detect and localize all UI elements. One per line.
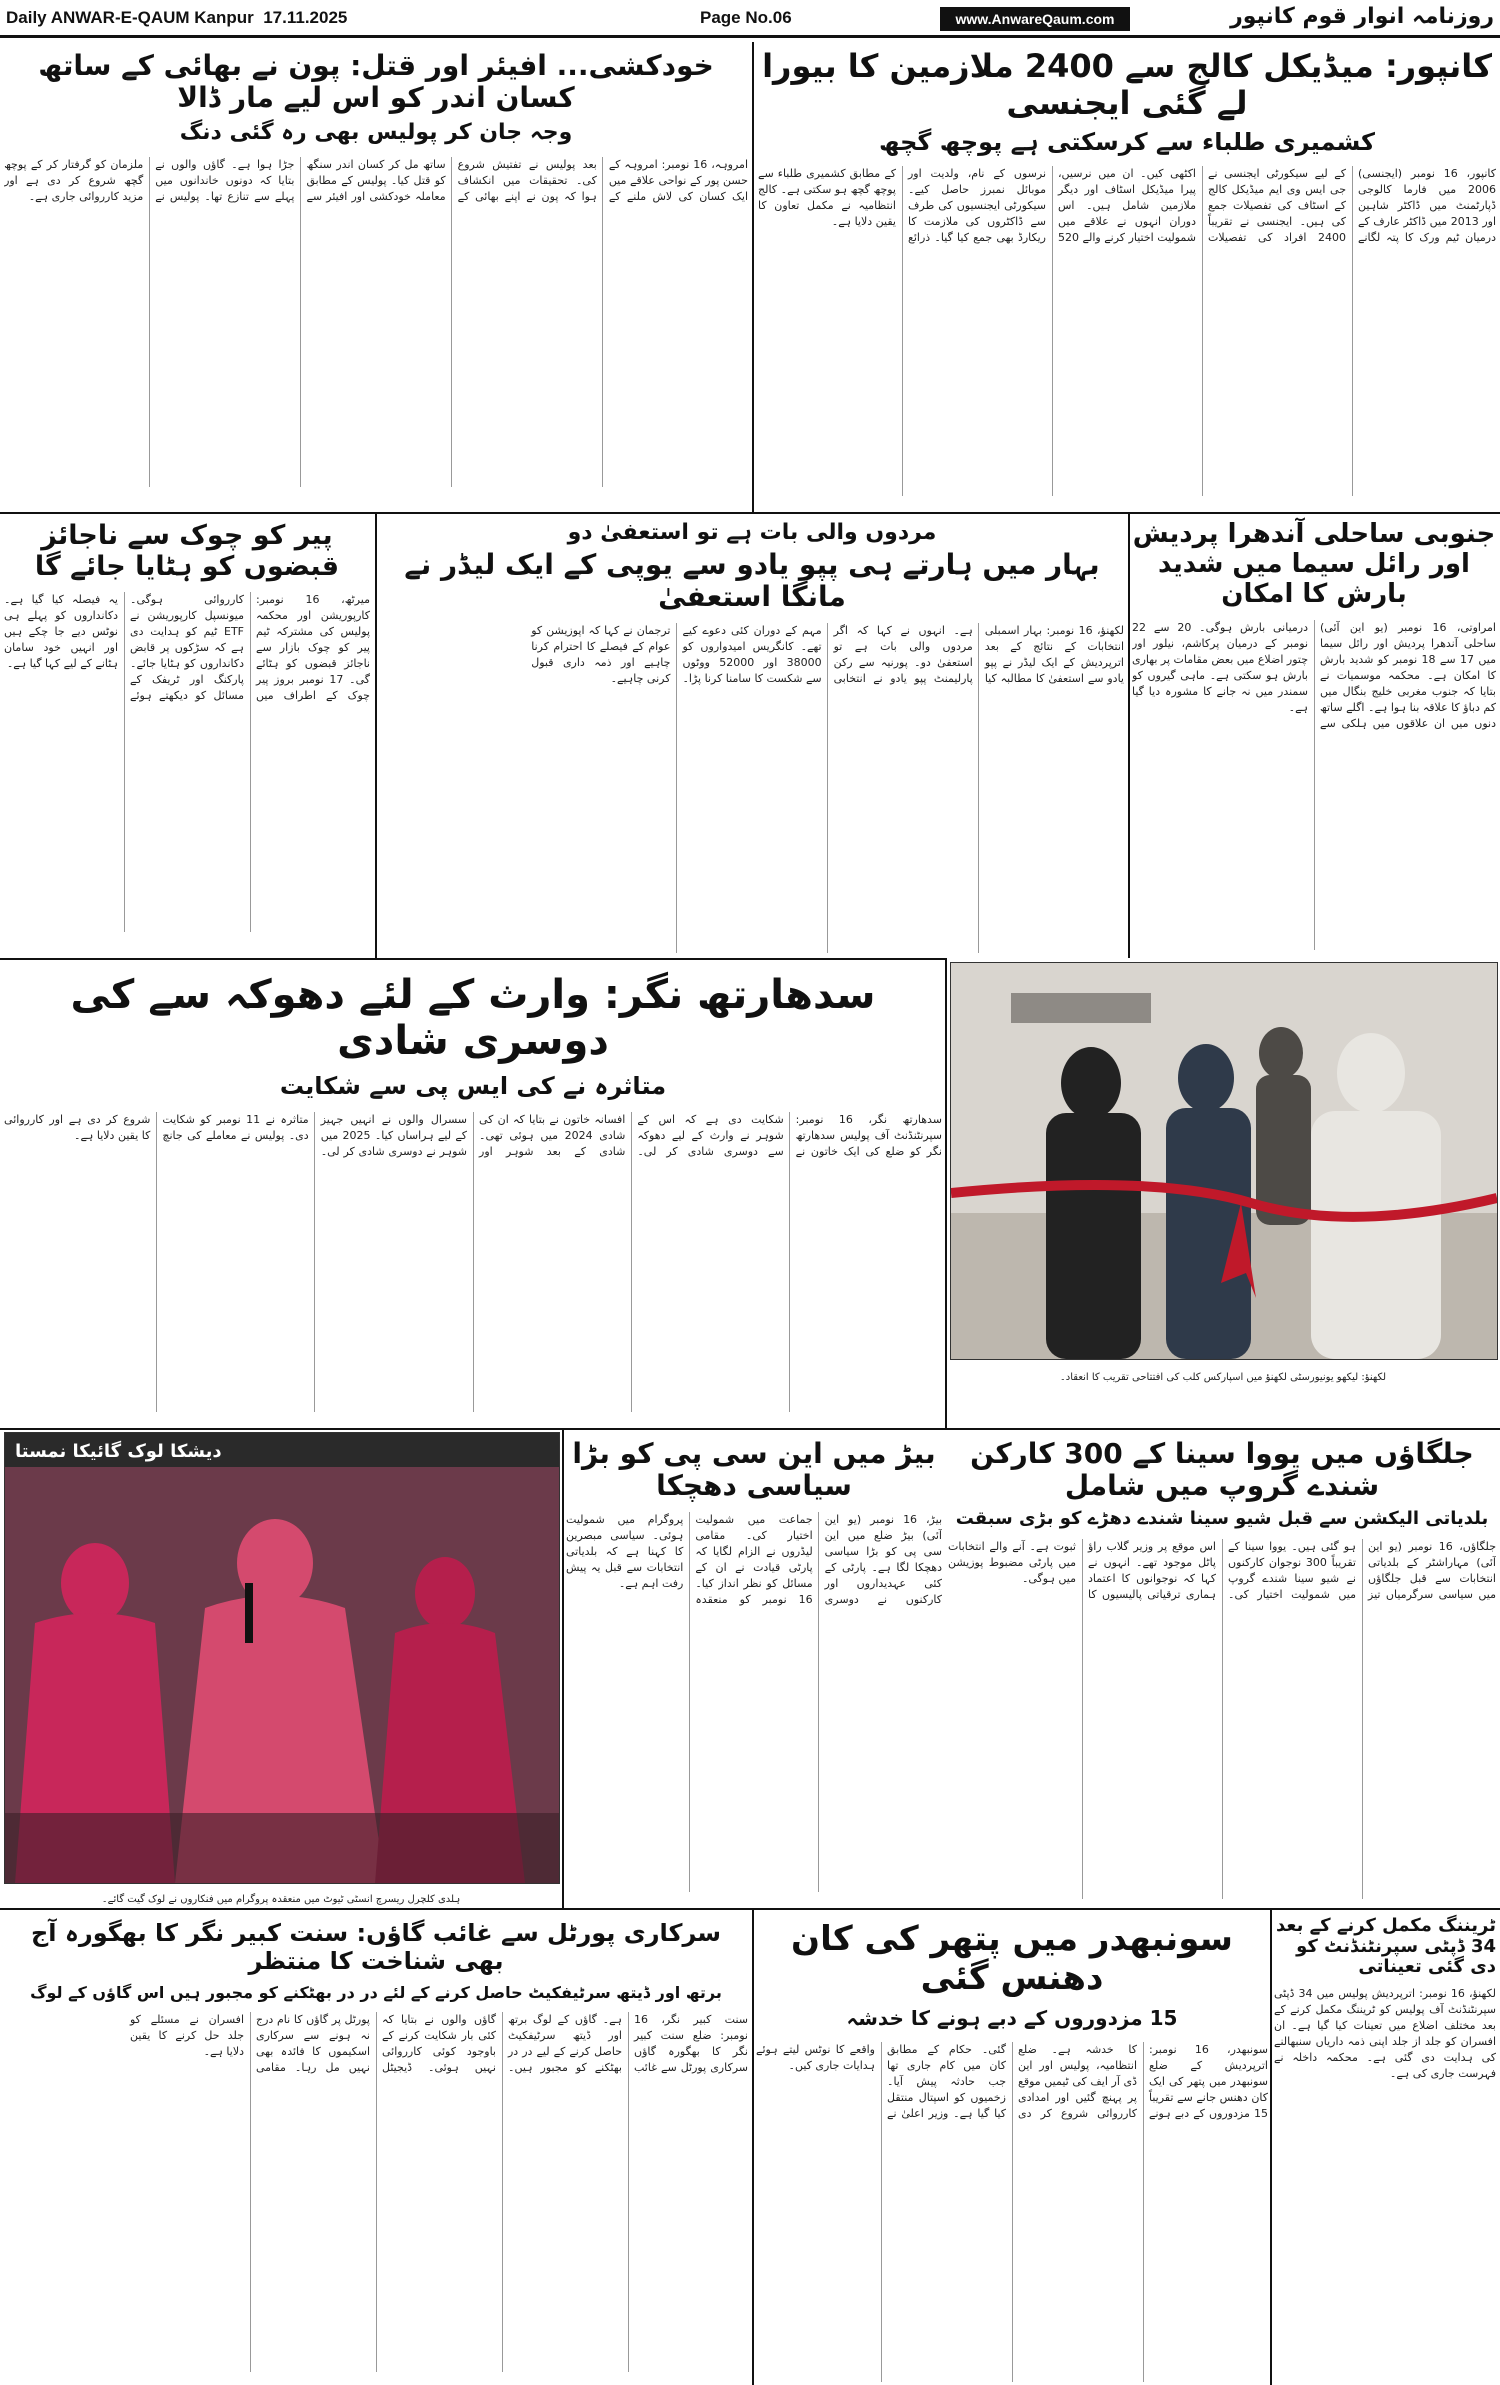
- website-link[interactable]: www.AnwareQaum.com: [940, 7, 1130, 31]
- headline: سرکاری پورٹل سے غائب گاؤں: سنت کبیر نگر کا بھگورہ آج بھی شناخت کا منتظر: [30, 1919, 722, 1975]
- article-body: سنت کبیر نگر، 16 نومبر: ضلع سنت کبیر نگر کا بھگورہ گاؤں سرکاری پورٹل سے غائب ہے۔ گاؤں کے لوگ برتھ اور ڈیتھ سرٹیفکیٹ حاصل کرنے کے لیے در در بھٹکنے کو مجبور ہیں۔ گاؤں والوں نے بتایا کہ کئی بار شکایت کرنے کے باوجود کوئی کارروائی نہیں ہوئی۔ ڈیجیٹل پورٹل پر گاؤں کا نام درج نہ ہونے سے سرکاری اسکیموں کا فائدہ بھی نہیں مل رہا۔ مقامی افسران نے مسئلے کو جلد حل کرنے کا یقین دلایا ہے۔: [130, 2013, 748, 2075]
- headline: بہار میں ہارتے ہی پپو یادو سے یوپی کے ایک لیڈر نے مانگا استعفیٰ: [404, 548, 1100, 614]
- headline: کانپور: میڈیکل کالج سے 2400 ملازمین کا بیورا لے گئی ایجنسی: [762, 47, 1492, 122]
- article-missing-village: [4, 1912, 748, 2382]
- headline: سدھارتھ نگر: وارث کے لئے دھوکہ سے کی دوسری شادی: [70, 972, 876, 1064]
- article-suicide-murder: [4, 44, 748, 510]
- article-body: سونبھدر، 16 نومبر: اترپردیش کے ضلع سونبھدر میں پتھر کی ایک کان دھنس جانے سے تقریباً 15 مزدوروں کے دبے ہونے کا خدشہ ہے۔ ضلع انتظامیہ، پولیس اور این ڈی آر ایف کی ٹیمیں موقع پر پہنچ گئیں اور امدادی کارروائی شروع کر دی گئی۔ حکام کے مطابق کان میں کام جاری تھا جب حادثہ پیش آیا۔ زخمیوں کو اسپتال منتقل کیا گیا ہے۔ وزیر اعلیٰ نے واقعے کا نوٹس لیتے ہوئے ہدایات جاری کیں۔: [756, 2043, 1268, 2121]
- article-training-dsp: [1274, 1912, 1496, 2382]
- masthead-title: Daily ANWAR-E-QAUM Kanpur 17.11.2025: [6, 8, 348, 27]
- article-body: لکھنؤ، 16 نومبر: اترپردیش پولیس میں 34 ڈپٹی سپرنٹنڈنٹ آف پولیس کو ٹریننگ مکمل کرنے کے بعد مختلف اضلاع میں تعینات کیا گیا ہے۔ ان افسران کو جلد از جلد اپنی ذمہ داریاں سنبھالنے کی ہدایت دی گئی ہے۔ محکمہ داخلہ نے فہرست جاری کی ہے۔: [1274, 1987, 1496, 2081]
- headline: جلگاؤں میں یووا سینا کے 300 کارکن شندے گروپ میں شامل: [970, 1437, 1474, 1503]
- article-body: لکھنؤ، 16 نومبر: بہار اسمبلی انتخابات کے نتائج کے بعد اترپردیش کے ایک لیڈر نے پپو یادو سے استعفیٰ کا مطالبہ کیا ہے۔ انہوں نے کہا کہ اگر مردوں والی بات ہے تو استعفیٰ دو۔ پورنیہ سے رکن پارلیمنٹ پپو یادو نے انتخابی مہم کے دوران کئی دعوے کیے تھے۔ کانگریس امیدواروں کو 38000 اور 52000 ووٹوں سے شکست کا سامنا کرنا پڑا۔ ترجمان نے کہا کہ اپوزیشن کو عوام کے فیصلے کا احترام کرنا چاہیے اور ذمہ داری قبول کرنی چاہیے۔: [531, 624, 1124, 686]
- article-rain: [1132, 516, 1496, 956]
- subheadline: برتھ اور ڈیتھ سرٹیفکیٹ حاصل کرنے کے لئے در در بھٹکنے کو مجبور ہیں اس گاؤں کے لوگ: [30, 1983, 722, 2003]
- headline: بیڑ میں این سی پی کو بڑا سیاسی دھچکا: [572, 1437, 936, 1503]
- article-medical-college: [758, 44, 1496, 510]
- article-jalgaon-yuva-sena: [948, 1432, 1496, 1904]
- article-body: کانپور، 16 نومبر (ایجنسی) 2006 میں فارما کالوجی ڈپارٹمنٹ میں ڈاکٹر شاہین اور 2013 میں ڈاکٹر عارف کے درمیان ٹیم ورک کا پتہ لگانے کے لیے سیکورٹی ایجنسی نے جی ایس وی ایم میڈیکل کالج کے اسٹاف کی تفصیلات جمع کی ہیں۔ ایجنسی نے تقریباً 2400 افراد کی تفصیلات اکٹھی کیں۔ ان میں نرسیں، پیرا میڈیکل اسٹاف اور دیگر ملازمین شامل ہیں۔ اس دوران انہوں نے علاقے میں شمولیت اختیار کرنے والے 520 نرسوں کے نام، ولدیت اور موبائل نمبرز حاصل کیے۔ سیکورٹی ایجنسیوں کی طرف سے ڈاکٹروں کی ملازمت کا ریکارڈ بھی جمع کیا گیا۔ ذرائع کے مطابق کشمیری طلباء سے پوچھ گچھ ہو سکتی ہے۔ کالج انتظامیہ نے مکمل تعاون کا یقین دلایا ہے۔: [758, 166, 1496, 244]
- headline: خودکشی... افیئر اور قتل: پون نے بھائی کے ساتھ کسان اندر کو اس لیے مار ڈالا: [38, 49, 714, 115]
- subheadline: کشمیری طلباء سے کرسکتی ہے پوچھ گچھ: [879, 127, 1375, 156]
- subheadline: بلدیاتی الیکشن سے قبل شیو سینا شندے دھڑے کو بڑی سبقت: [955, 1508, 1489, 1530]
- event-banner: دیشکا لوک گائیکا نمستا: [15, 1441, 222, 1462]
- article-sonbhadra-mine: [756, 1912, 1268, 2382]
- article-body: امروہہ، 16 نومبر: امروہہ کے حسن پور کے نواحی علاقے میں ایک کسان کی لاش ملنے کے بعد پولیس نے تفتیش شروع کی۔ تحقیقات میں انکشاف ہوا کہ پون نے اپنے بھائی کے ساتھ مل کر کسان اندر سنگھ کو قتل کیا۔ پولیس کے مطابق معاملہ خودکشی اور افیئر سے جڑا ہوا ہے۔ گاؤں والوں نے بتایا کہ دونوں خاندانوں میں پہلے سے تنازع تھا۔ پولیس نے ملزمان کو گرفتار کر کے پوچھ گچھ شروع کر دی ہے اور مزید کارروائی جاری ہے۔: [4, 158, 748, 204]
- photo-caption: لکھنؤ: لیکھو یونیورسٹی لکھنؤ میں اسپارکس کلب کی افتتاحی تقریب کا انعقاد۔: [1059, 1372, 1387, 1383]
- masthead-date: 17.11.2025: [263, 8, 348, 27]
- headline: سونبھدر میں پتھر کی کان دھنس گئی: [791, 1919, 1233, 1999]
- ribbon-cutting-image: [950, 962, 1498, 1360]
- article-bihar-pappu-yadav: [380, 516, 1124, 956]
- subheadline: 15 مزدوروں کے دبے ہونے کا خدشہ: [846, 2006, 1178, 2031]
- article-body: سدھارتھ نگر، 16 نومبر: سپرنٹنڈنٹ آف پولیس سدھارتھ نگر کو ضلع کی ایک خاتون نے شکایت دی ہے کہ اس کے شوہر نے وارث کے لیے دھوکہ سے دوسری شادی کر لی۔ افسانہ خاتون نے بتایا کہ ان کی شادی 2024 میں ہوئی تھی۔ شادی کے بعد شوہر اور سسرال والوں نے انہیں جہیز کے لیے ہراساں کیا۔ 2025 میں شوہر نے دوسری شادی کر لی۔ متاثرہ نے 11 نومبر کو شکایت دی۔ پولیس نے معاملے کی جانچ شروع کر دی ہے اور کارروائی کا یقین دلایا ہے۔: [4, 1113, 942, 1158]
- subheadline: متاثرہ نے کی ایس پی سے شکایت: [279, 1072, 667, 1100]
- article-body: امراوتی، 16 نومبر (یو این آئی) ساحلی آندھرا پردیش اور رائل سیما میں 17 سے 18 نومبر کو شدید بارش کا امکان ہے۔ محکمہ موسمیات نے بتایا کہ جنوب مغربی خلیج بنگال میں کم دباؤ کا علاقہ بنا ہوا ہے۔ اگلے ساتھ دنوں میں ان علاقوں میں ہلکی سے درمیانی بارش ہوگی۔ 20 سے 22 نومبر کے درمیان پرکاشم، نیلور اور چتور اضلاع میں بعض مقامات پر بھاری بارش ہو سکتی ہے۔ ماہی گیروں کو سمندر میں نہ جانے کا مشورہ دیا گیا ہے۔: [1132, 620, 1496, 730]
- newspaper-logo: روزنامہ انوار قوم کانپور: [1230, 4, 1494, 29]
- kicker: مردوں والی بات ہے تو استعفیٰ دو: [567, 520, 937, 545]
- article-body: جلگاؤں، 16 نومبر (یو این آئی) مہاراشٹر کے بلدیاتی انتخابات سے قبل جلگاؤں میں سیاسی سرگرمیاں تیز ہو گئی ہیں۔ یووا سینا کے تقریباً 300 نوجوان کارکنوں نے شیو سینا شندے گروپ میں شمولیت اختیار کی۔ اس موقع پر وزیر گلاب راؤ پاٹل موجود تھے۔ انہوں نے کہا کہ نوجوانوں کا اعتماد ہماری ترقیاتی پالیسیوں کا ثبوت ہے۔ آنے والے انتخابات میں پارٹی مضبوط پوزیشن میں ہوگی۔: [948, 1540, 1496, 1602]
- headline: جنوبی ساحلی آندھرا پردیش اور رائل سیما میں شدید بارش کا امکان: [1132, 519, 1496, 609]
- masthead: [0, 0, 1500, 38]
- article-siddharth-nagar: [4, 962, 942, 1424]
- article-encroachment: [4, 516, 370, 956]
- article-body: میرٹھ، 16 نومبر: کارپوریشن اور محکمہ پولیس کی مشترکہ ٹیم پیر کو چوک بازار سے ناجائز قبضوں کو ہٹائے گی۔ 17 نومبر بروز پیر چوک کے اطراف میں کارروائی ہوگی۔ میونسپل کارپوریشن نے ETF ٹیم کو ہدایت دی ہے کہ سڑکوں پر قابض دکانداروں کو ہٹایا جائے۔ پارکنگ اور ٹریفک کے مسائل کو دیکھتے ہوئے یہ فیصلہ کیا گیا ہے۔ دکانداروں کو پہلے ہی نوٹس دیے جا چکے ہیں اور انہیں خود سامان ہٹانے کے لیے کہا گیا ہے۔: [4, 593, 370, 703]
- photo-folk-event: [4, 1432, 558, 1904]
- photo-caption: ہلدی کلچرل ریسرچ انسٹی ٹیوٹ میں منعقدہ پروگرام میں فنکاروں نے لوک گیت گائے۔: [101, 1894, 461, 1905]
- page-number: Page No.06: [700, 8, 792, 27]
- folk-event-image: [4, 1432, 560, 1884]
- article-beed-ncp: [566, 1432, 942, 1904]
- headline: ٹریننگ مکمل کرنے کے بعد 34 ڈپٹی سپرنٹنڈنٹ کو دی گئی تعیناتی: [1276, 1915, 1496, 1978]
- headline: پیر کو چوک سے ناجائز قبضوں کو ہٹایا جائے گا: [34, 520, 340, 583]
- article-body: بیڑ، 16 نومبر (یو این آئی) بیڑ ضلع میں این سی پی کو بڑا سیاسی دھچکا لگا ہے۔ پارٹی کے کئی عہدیداروں اور کارکنوں نے دوسری جماعت میں شمولیت اختیار کی۔ مقامی لیڈروں نے الزام لگایا کہ پارٹی قیادت نے ان کے مسائل کو نظر انداز کیا۔ 16 نومبر کو منعقدہ پروگرام میں شمولیت ہوئی۔ سیاسی مبصرین کا کہنا ہے کہ بلدیاتی انتخابات سے قبل یہ پیش رفت اہم ہے۔: [566, 1513, 942, 1607]
- subheadline: وجہ جان کر پولیس بھی رہ گئی دنگ: [179, 120, 573, 146]
- photo-ribbon-cutting: [950, 962, 1496, 1402]
